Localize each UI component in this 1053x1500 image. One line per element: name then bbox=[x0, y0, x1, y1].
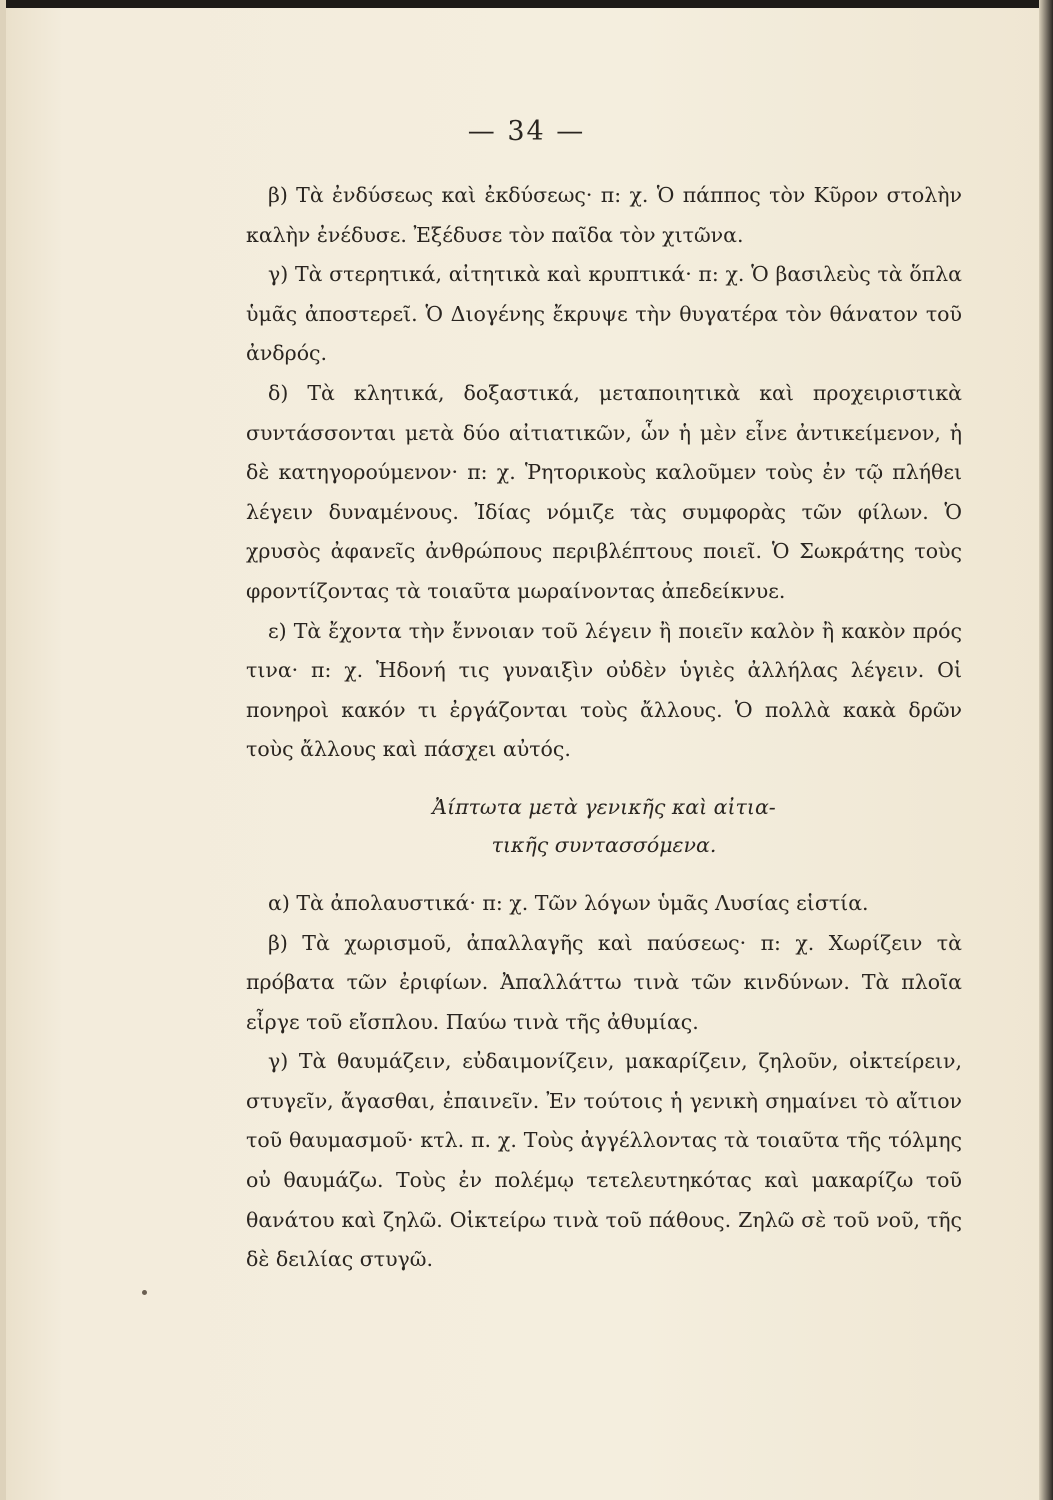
scan-edge-left bbox=[0, 0, 6, 1500]
scan-edge-right bbox=[1039, 0, 1053, 1500]
ink-speck bbox=[142, 1290, 147, 1295]
paragraph-delta: δ) Τὰ κλητικά, δοξαστικά, μεταποιητικὰ καὶ προχειριστικὰ συντάσσονται μετὰ δύο αἰτιατικῶν, ὧν ἡ μὲν εἶνε ἀντικείμενον, ἡ δὲ κατηγορούμενον· π: χ. Ῥητορικοὺς καλοῦμεν τοὺς ἐν τῷ πλήθει λέγειν δυναμένους. Ἰδίας νόμιζε τὰς συμφορὰς τῶν φίλων. Ὁ χρυσὸς ἀφανεῖς ἀνθρώπους περιβλέπτους ποιεῖ. Ὁ Σωκράτης τοὺς φροντίζοντας τὰ τοιαῦτα μωραίνοντας ἀπεδείκνυε. bbox=[246, 380, 962, 603]
section-heading-line-2: τικῆς συντασσόμενα. bbox=[491, 832, 717, 857]
section-heading bbox=[246, 788, 962, 864]
paragraph-beta-top: β) Τὰ ἐνδύσεως καὶ ἐκδύσεως· π: χ. Ὁ πάππος τὸν Κῦρον στολὴν καλὴν ἐνέδυσε. Ἐξέδυσε τὸν παῖδα τὸν χιτῶνα. bbox=[246, 183, 962, 247]
paragraph-alpha: α) Τὰ ἀπολαυστικά· π: χ. Τῶν λόγων ὑμᾶς Λυσίας εἱστία. bbox=[268, 890, 869, 915]
paragraph-epsilon: ε) Τὰ ἔχοντα τὴν ἔννοιαν τοῦ λέγειν ἢ ποιεῖν καλὸν ἢ κακὸν πρός τινα· π: χ. Ἡδονή τις γυναιξὶν οὐδὲν ὑγιὲς ἀλλήλας λέγειν. Οἱ πονηροὶ κακόν τι ἐργάζονται τοὺς ἄλλους. Ὁ πολλὰ κακὰ δρῶν τοὺς ἄλλους καὶ πάσχει αὐτός. bbox=[246, 618, 962, 762]
page-number: — 34 — bbox=[467, 116, 586, 147]
paragraph-beta-bottom: β) Τὰ χωρισμοῦ, ἀπαλλαγῆς καὶ παύσεως· π: χ. Χωρίζειν τὰ πρόβατα τῶν ἐριφίων. Ἀπαλλάττω τινὰ τῶν κινδύνων. Τὰ πλοῖα εἶργε τοῦ εἴσπλου. Παύω τινὰ τῆς ἀθυμίας. bbox=[246, 930, 962, 1034]
paragraph-gamma-top: γ) Τὰ στερητικά, αἰτητικὰ καὶ κρυπτικά· π: χ. Ὁ βασιλεὺς τὰ ὅπλα ὑμᾶς ἀποστερεῖ. Ὁ Διογένης ἔκρυψε τὴν θυγατέρα τὸν θάνατον τοῦ ἀνδρός. bbox=[246, 262, 962, 366]
body-text bbox=[246, 176, 962, 1280]
scan-edge-top bbox=[0, 0, 1053, 8]
paragraph-gamma-bottom: γ) Τὰ θαυμάζειν, εὐδαιμονίζειν, μακαρίζειν, ζηλοῦν, οἰκτείρειν, στυγεῖν, ἄγασθαι, ἐπαινεῖν. Ἐν τούτοις ἡ γενικὴ σημαίνει τὸ αἴτιον τοῦ θαυμασμοῦ· κτλ. π. χ. Τοὺς ἀγγέλλοντας τὰ τοιαῦτα τῆς τόλμης οὐ θαυμάζω. Τοὺς ἐν πολέμῳ τετελευτηκότας καὶ μακαρίζω τοῦ θανάτου καὶ ζηλῶ. Οἰκτείρω τινὰ τοῦ πάθους. Ζηλῶ σὲ τοῦ νοῦ, τῆς δὲ δειλίας στυγῶ. bbox=[246, 1049, 962, 1272]
section-heading-line-1: Ἀίπτωτα μετὰ γενικῆς καὶ αἰτια- bbox=[432, 794, 776, 819]
